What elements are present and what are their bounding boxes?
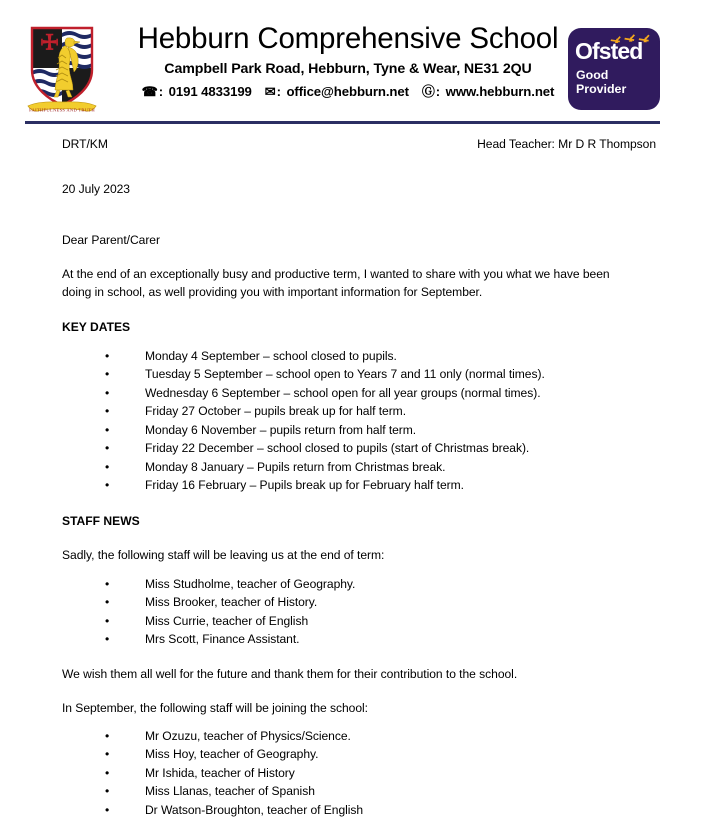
crest-icon [22,22,110,118]
bullet-icon: • [105,802,110,817]
staff-leaving-list [0,575,711,649]
list-item-text: Miss Brooker, teacher of History. [145,595,318,610]
list-item [105,764,711,783]
contact-email [265,84,409,99]
list-item-text: Monday 6 November – pupils return from half term. [145,422,417,437]
letter-salutation: Dear Parent/Carer [62,232,160,247]
email-value: office@hebburn.net [286,83,409,99]
list-item [105,782,711,801]
list-item [105,347,711,366]
envelope-icon: ✉ [264,83,276,99]
bullet-icon: • [105,632,110,647]
list-item-text: Mr Ishida, teacher of History [145,765,295,780]
list-item-text: Wednesday 6 September – school open for all year groups (normal times). [145,385,541,400]
head-teacher-name: Head Teacher: Mr D R Thompson [477,137,656,151]
list-item [105,575,711,594]
bullet-icon: • [105,728,110,743]
list-item-text: Friday 22 December – school closed to pupils (start of Christmas break). [145,441,530,456]
crest-motto-scroll [28,102,96,113]
list-item-text: Monday 4 September – school closed to pupils. [145,348,397,363]
bullet-icon: • [105,478,110,493]
key-dates-heading: KEY DATES [62,320,131,335]
list-item-text: Friday 16 February – Pupils break up for February half term. [145,478,464,493]
list-item-text: Tuesday 5 September – school open to Years 7 and 11 only (normal times). [145,367,545,382]
bullet-icon: • [105,613,110,628]
list-item [105,476,711,495]
ofsted-wordmark: Ofsted [575,38,643,64]
telephone-icon: ☎ [141,83,158,99]
list-item [105,365,711,384]
ofsted-good-provider-badge [568,28,660,110]
list-item-text: Miss Currie, teacher of English [145,613,309,628]
staff-leaving-intro: Sadly, the following staff will be leaving us at the end of term: [62,548,385,563]
list-item [105,727,711,746]
bullet-icon: • [105,595,110,610]
letter-date: 20 July 2023 [62,182,130,196]
email-separator: : [276,83,281,99]
school-address: Campbell Park Road, Hebburn, Tyne & Wear, NE31 2QU [164,60,532,77]
school-name-heading: Hebburn Comprehensive School [137,22,559,55]
list-item-text: Mrs Scott, Finance Assistant. [145,632,300,647]
bullet-icon: • [105,441,110,456]
list-item [105,384,711,403]
list-item [105,801,711,819]
staff-joining-list [0,727,711,819]
globe-icon: Ⓖ [421,83,435,99]
staff-thanks-paragraph: We wish them all well for the future and thank them for their contribution to the school. [62,666,518,681]
bullet-icon: • [105,404,110,419]
reference-line [62,128,656,151]
bullet-icon: • [105,459,110,474]
website-separator: : [435,83,441,99]
intro-paragraph: At the end of an exceptionally busy and productive term, I wanted to share with you what we have been doing in school, as well providing you with important information for September. [62,267,610,299]
list-item [105,402,711,421]
bullet-icon: • [105,765,110,780]
ofsted-rating-line2: Provider [576,81,627,96]
list-item [105,439,711,458]
staff-joining-intro: In September, the following staff will be joining the school: [62,701,368,716]
ofsted-rating-text [576,69,626,97]
list-item-text: Miss Hoy, teacher of Geography. [145,747,319,762]
bullet-icon: • [105,385,110,400]
list-item-text: Miss Llanas, teacher of Spanish [145,784,315,799]
list-item [105,458,711,477]
ofsted-rating-line1: Good [576,68,609,82]
header-divider-rule [25,121,660,124]
school-crest-logo [22,22,110,118]
bullet-icon: • [105,422,110,437]
bullet-icon: • [105,784,110,799]
bullet-icon: • [105,576,110,591]
list-item-text: Miss Studholme, teacher of Geography. [145,576,356,591]
bullet-icon: • [105,747,110,762]
list-item [105,630,711,649]
letterhead [0,0,711,118]
contact-telephone [142,84,252,99]
list-item-text: Monday 8 January – Pupils return from Christmas break. [145,459,446,474]
list-item [105,593,711,612]
letter-body [0,128,711,819]
letter-reference: DRT/KM [62,137,108,151]
key-dates-list [0,347,711,495]
list-item-text: Mr Ozuzu, teacher of Physics/Science. [145,728,351,743]
list-item [105,612,711,631]
list-item-text: Dr Watson-Broughton, teacher of English [145,802,364,817]
bullet-icon: • [105,348,110,363]
website-value: www.hebburn.net [445,83,555,99]
telephone-separator: : [158,83,164,99]
list-item [105,745,711,764]
list-item [105,421,711,440]
school-identity-block [118,24,578,99]
contact-website [422,84,554,99]
staff-news-heading: STAFF NEWS [62,513,140,528]
crest-motto-text: FAITHFULNESS AND TRUTH [29,107,95,113]
bullet-icon: • [105,367,110,382]
school-contact-line [118,84,578,99]
list-item-text: Friday 27 October – pupils break up for half term. [145,404,407,419]
telephone-value: 0191 4833199 [168,83,252,99]
